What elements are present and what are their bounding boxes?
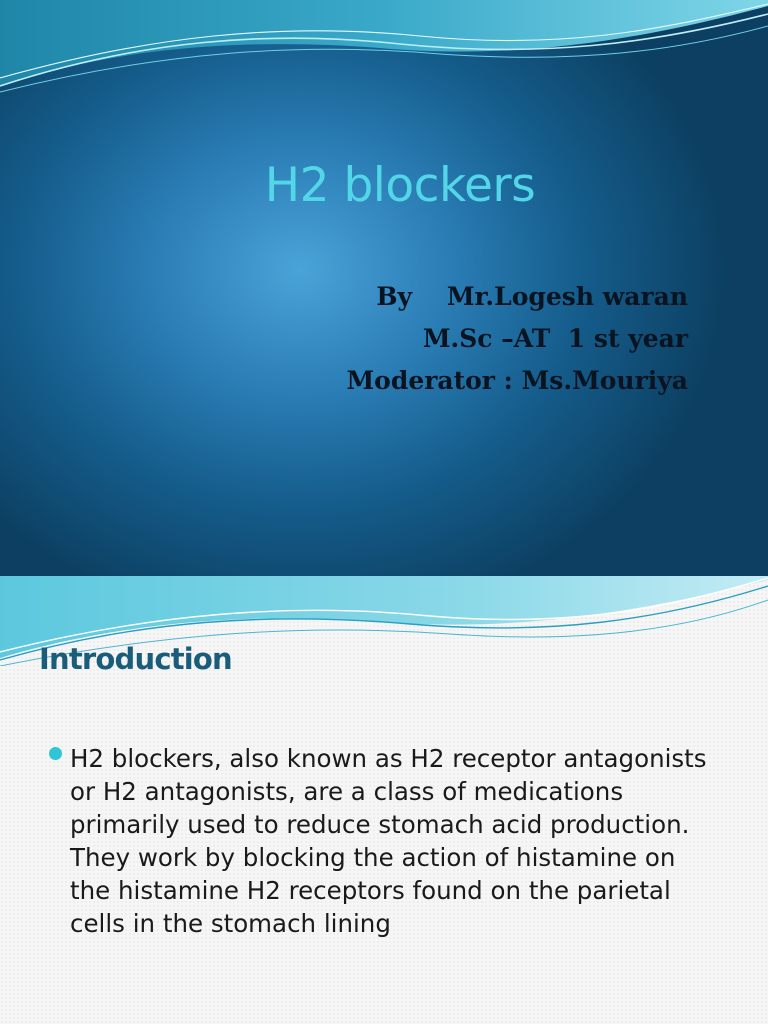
decorative-wave-header — [0, 0, 768, 110]
bullet-icon — [49, 747, 62, 760]
introduction-slide — [0, 576, 768, 1024]
byline-moderator: Moderator : Ms.Mouriya — [346, 366, 688, 395]
author-byline — [346, 276, 688, 402]
byline-course: M.Sc –AT 1 st year — [422, 324, 688, 353]
slide-heading: Introduction — [39, 642, 232, 676]
byline-author: By Mr.Logesh waran — [376, 282, 688, 311]
slide-title: H2 blockers — [264, 158, 536, 213]
bullet-text: H2 blockers, also known as H2 receptor antagonists or H2 antagonists, are a class of medications primarily used to reduce stomach acid production. They work by blocking the action of histamine on the histamine H2 receptors found on the parietal cells in the stomach lining — [70, 744, 707, 938]
